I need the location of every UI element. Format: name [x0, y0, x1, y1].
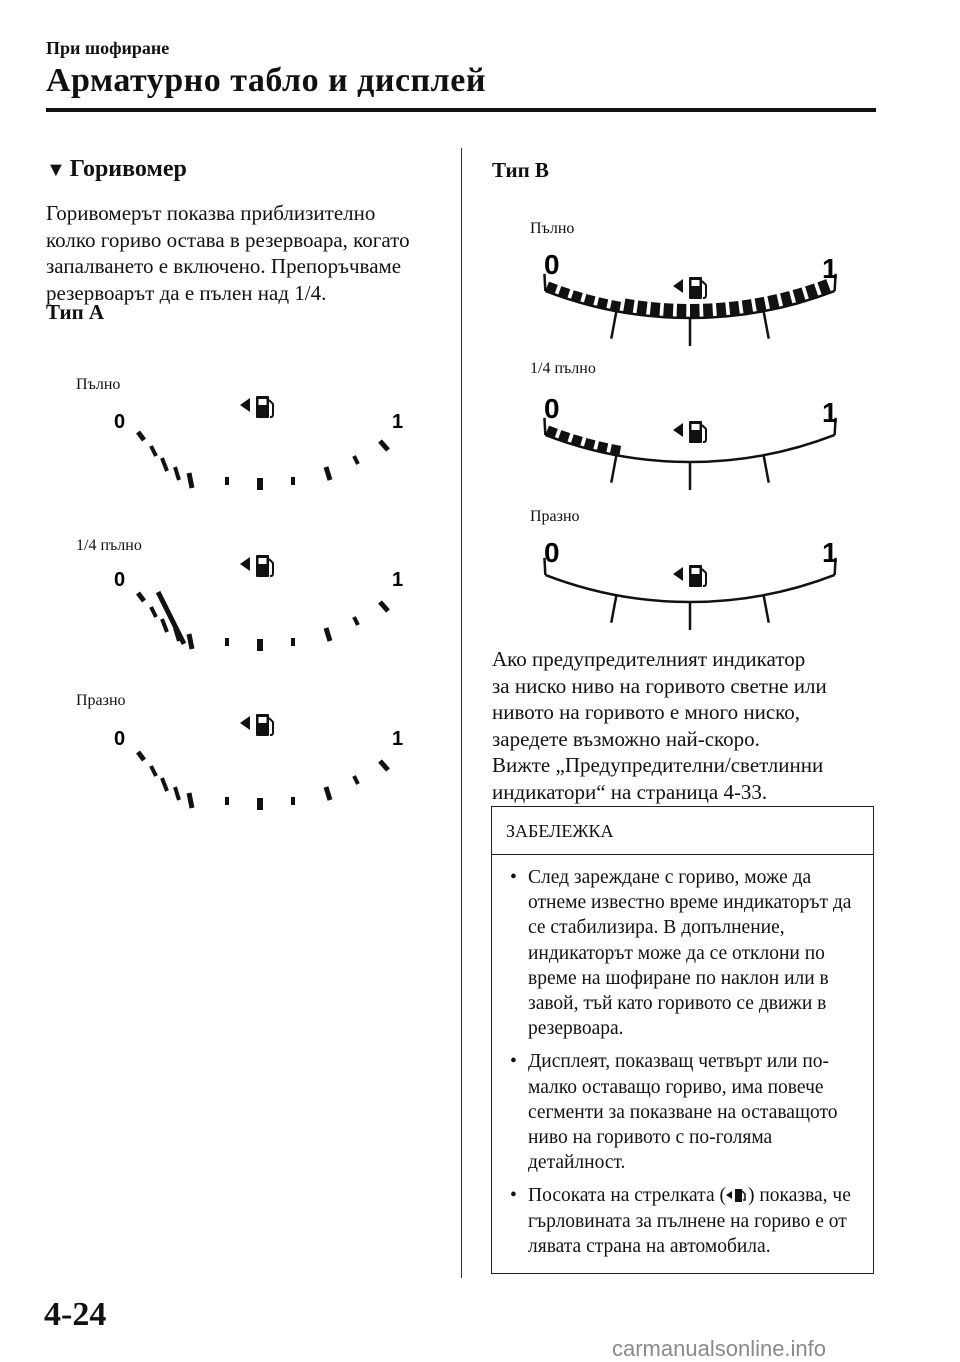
level-segment [597, 297, 609, 309]
note-item-text: Посоката на стрелката ( [528, 1185, 726, 1207]
scale-tick [138, 593, 144, 601]
scale-tick [326, 467, 330, 480]
pump-window [692, 424, 700, 430]
fuel-pump-icon [240, 396, 273, 418]
gauge-b3-min: 0 [544, 537, 560, 568]
scale-tick [162, 778, 167, 791]
warning-paragraph: Ако предупредителният индикатор за ниско ниво на горивото светне или нивото на горивото е много ниско, заредете възможно най-скоро. Вижте „Предупредителни/светлинни индикатори“ на страница 4-33. [492, 647, 827, 804]
pump-window [692, 280, 700, 286]
pump-hose [269, 400, 273, 417]
scale-tick [380, 761, 388, 770]
gauge-b3-max: 1 [822, 537, 838, 568]
gauge-b1-max: 1 [822, 253, 838, 284]
level-segment [729, 301, 740, 316]
note-item [504, 1049, 864, 1175]
level-segment [610, 300, 621, 312]
scale-tick [138, 752, 144, 760]
scale-tick [611, 595, 616, 623]
scale-tick [151, 607, 156, 617]
gauge-b3 [530, 532, 850, 632]
triangle-icon: ▼ [46, 159, 66, 181]
gauge-b2-label: 1/4 пълно [530, 360, 596, 377]
note-item [504, 1183, 864, 1259]
pump-window [259, 558, 267, 564]
gauge-a1-label: Пълно [76, 376, 121, 393]
scale-tick [189, 634, 192, 649]
gauge-a2-min: 0 [114, 569, 126, 591]
level-segment [780, 291, 793, 307]
left-arrow-icon [673, 567, 683, 581]
level-segment [623, 299, 635, 314]
gauge-a1-max: 1 [392, 411, 404, 433]
note-heading: ЗАБЕЛЕЖКА [492, 807, 873, 855]
scale-tick [151, 446, 156, 456]
left-arrow-icon [673, 279, 683, 293]
scale-tick [162, 619, 167, 632]
pump-window [259, 399, 267, 405]
level-segment [650, 302, 661, 317]
gauge-b2-max: 1 [822, 397, 838, 428]
scale-tick [189, 473, 192, 488]
gauge-a3-min: 0 [114, 728, 126, 750]
scale-tick [611, 455, 616, 483]
gauge-a1 [100, 385, 430, 500]
level-segment [677, 304, 687, 318]
column-divider [461, 148, 462, 1278]
pump-window [692, 568, 700, 574]
fuel-pump-icon [240, 714, 273, 736]
type-a-title: Тип A [46, 300, 105, 324]
gauge-a3-max: 1 [392, 728, 404, 750]
gauge-a3 [100, 705, 430, 820]
level-segment [716, 302, 727, 317]
note-box [491, 806, 874, 1274]
gauge-b1 [530, 248, 850, 348]
level-segment [663, 303, 673, 318]
level-segment [805, 284, 818, 300]
level-segment [636, 301, 647, 316]
scale-tick [354, 617, 358, 625]
level-segment [690, 304, 700, 318]
scale-tick [764, 455, 769, 483]
gauge-b2 [530, 392, 850, 492]
gauge-a3-ticks [138, 752, 388, 810]
gauge-a3-needle [100, 818, 124, 820]
level-segment [597, 441, 609, 453]
level-segment [793, 288, 806, 304]
scale-tick [162, 458, 167, 471]
pump-hose [702, 425, 706, 442]
fuel-pump-icon [726, 1186, 748, 1204]
level-segment [742, 299, 753, 314]
gauge-b2-min: 0 [544, 393, 560, 424]
type-b-title: Тип B [492, 158, 549, 182]
header-rule [46, 108, 876, 112]
scale-tick [380, 441, 388, 450]
section-title [46, 156, 187, 183]
note-item-text: След зареждане с гориво, може да отнеме известно време индикаторът да се стабилизира. В допълнение, индикаторът може да се отклони по време на шофиране по наклон или в завой, тъй като горивото се движи в резервоара. [528, 867, 852, 1040]
pump-hose [269, 718, 273, 735]
watermark: carmanualsonline.info [612, 1336, 827, 1361]
pump-hose [702, 569, 706, 586]
scale-tick [326, 787, 330, 800]
page-title: Арматурно табло и дисплей [46, 62, 486, 99]
scale-tick [175, 787, 179, 800]
left-arrow-icon [240, 716, 250, 730]
scale-tick [138, 432, 144, 440]
scale-tick [189, 793, 192, 808]
intro-paragraph: Горивомерът показва приблизително колко гориво остава в резервоара, когато запалването е включено. Препоръчваме резервоарът да е пълен над 1/4. [46, 201, 410, 305]
scale-tick [151, 766, 156, 776]
pump-window [259, 717, 267, 723]
left-arrow-icon [240, 398, 250, 412]
page-number: 4-24 [44, 1296, 107, 1333]
scale-tick [354, 776, 358, 784]
level-segment [767, 294, 779, 310]
left-arrow-icon [240, 557, 250, 571]
bullet: • [510, 867, 517, 888]
note-item-text: ) показва, че гърловината за пълнене на гориво е от лявата страна на автомобила. [528, 1185, 851, 1257]
gauge-a2 [100, 546, 430, 661]
level-segment [755, 297, 767, 312]
fuel-pump-icon [240, 555, 273, 577]
gauge-a2-needle [158, 592, 184, 644]
scale-tick [175, 467, 179, 480]
section-label: При шофиране [46, 38, 170, 58]
gauge-b1-label: Пълно [530, 220, 575, 237]
scale-tick [611, 311, 616, 339]
fuel-pump-icon [673, 421, 706, 443]
scale-tick [326, 628, 330, 641]
scale-tick [380, 602, 388, 611]
fuel-pump-icon [673, 277, 706, 299]
bullet: • [510, 1051, 517, 1073]
gauge-a1-needle [396, 498, 430, 500]
bullet: • [510, 1185, 517, 1207]
left-arrow-icon [673, 423, 683, 437]
fuel-pump-icon [673, 565, 706, 587]
level-segment [610, 444, 621, 456]
level-segment [703, 303, 713, 317]
gauge-a3-label: Празно [76, 692, 126, 709]
gauge-a1-ticks [138, 432, 388, 490]
section-title-text: Горивомер [69, 156, 187, 182]
pump-hose [269, 559, 273, 576]
note-list [504, 865, 864, 1267]
gauge-a1-min: 0 [114, 411, 126, 433]
gauge-b3-label: Празно [530, 508, 580, 525]
note-item [504, 865, 864, 1041]
scale-tick [764, 311, 769, 339]
gauge-a2-max: 1 [392, 569, 404, 591]
note-item-text: Дисплеят, показващ четвърт или по-малко оставащо гориво, има повече сегменти за показване на оставащото ниво на горивото с по-голяма детайлност. [528, 1051, 838, 1174]
scale-tick [354, 456, 358, 464]
gauge-a2-label: 1/4 пълно [76, 537, 142, 554]
pump-hose [702, 281, 706, 298]
scale-tick [764, 595, 769, 623]
gauge-b1-min: 0 [544, 249, 560, 280]
